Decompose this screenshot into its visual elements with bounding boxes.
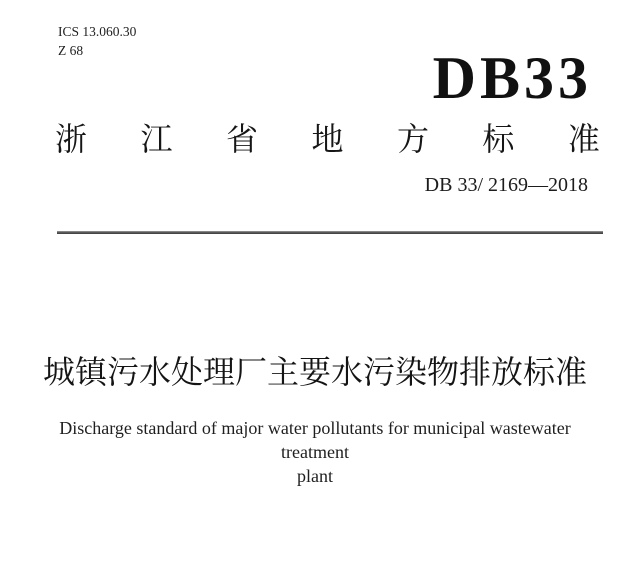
ics-code: ICS 13.060.30 <box>58 24 137 39</box>
standard-type-char: 方 <box>396 121 429 157</box>
header-divider-rule <box>57 231 603 234</box>
standard-type-char: 浙 <box>55 121 88 157</box>
standard-number: DB 33/ 2169—2018 <box>424 174 588 196</box>
standard-type-char: 准 <box>567 121 600 157</box>
standard-type-char: 地 <box>311 121 344 157</box>
standard-type-char: 标 <box>482 121 515 157</box>
classification-code: Z 68 <box>58 43 84 58</box>
ics-classification-block <box>58 22 136 60</box>
standard-type-char: 省 <box>225 121 258 157</box>
standard-logo: DB33 <box>432 45 592 111</box>
document-title-english-line1: Discharge standard of major water pollutants for municipal wastewater treatment <box>59 418 571 462</box>
document-title-english <box>45 416 585 488</box>
document-title-chinese: 城镇污水处理厂主要水污染物排放标准 <box>42 354 587 390</box>
document-title-english-line2: plant <box>297 466 333 486</box>
standard-type-char: 江 <box>140 121 173 157</box>
standard-type-heading <box>55 121 600 158</box>
